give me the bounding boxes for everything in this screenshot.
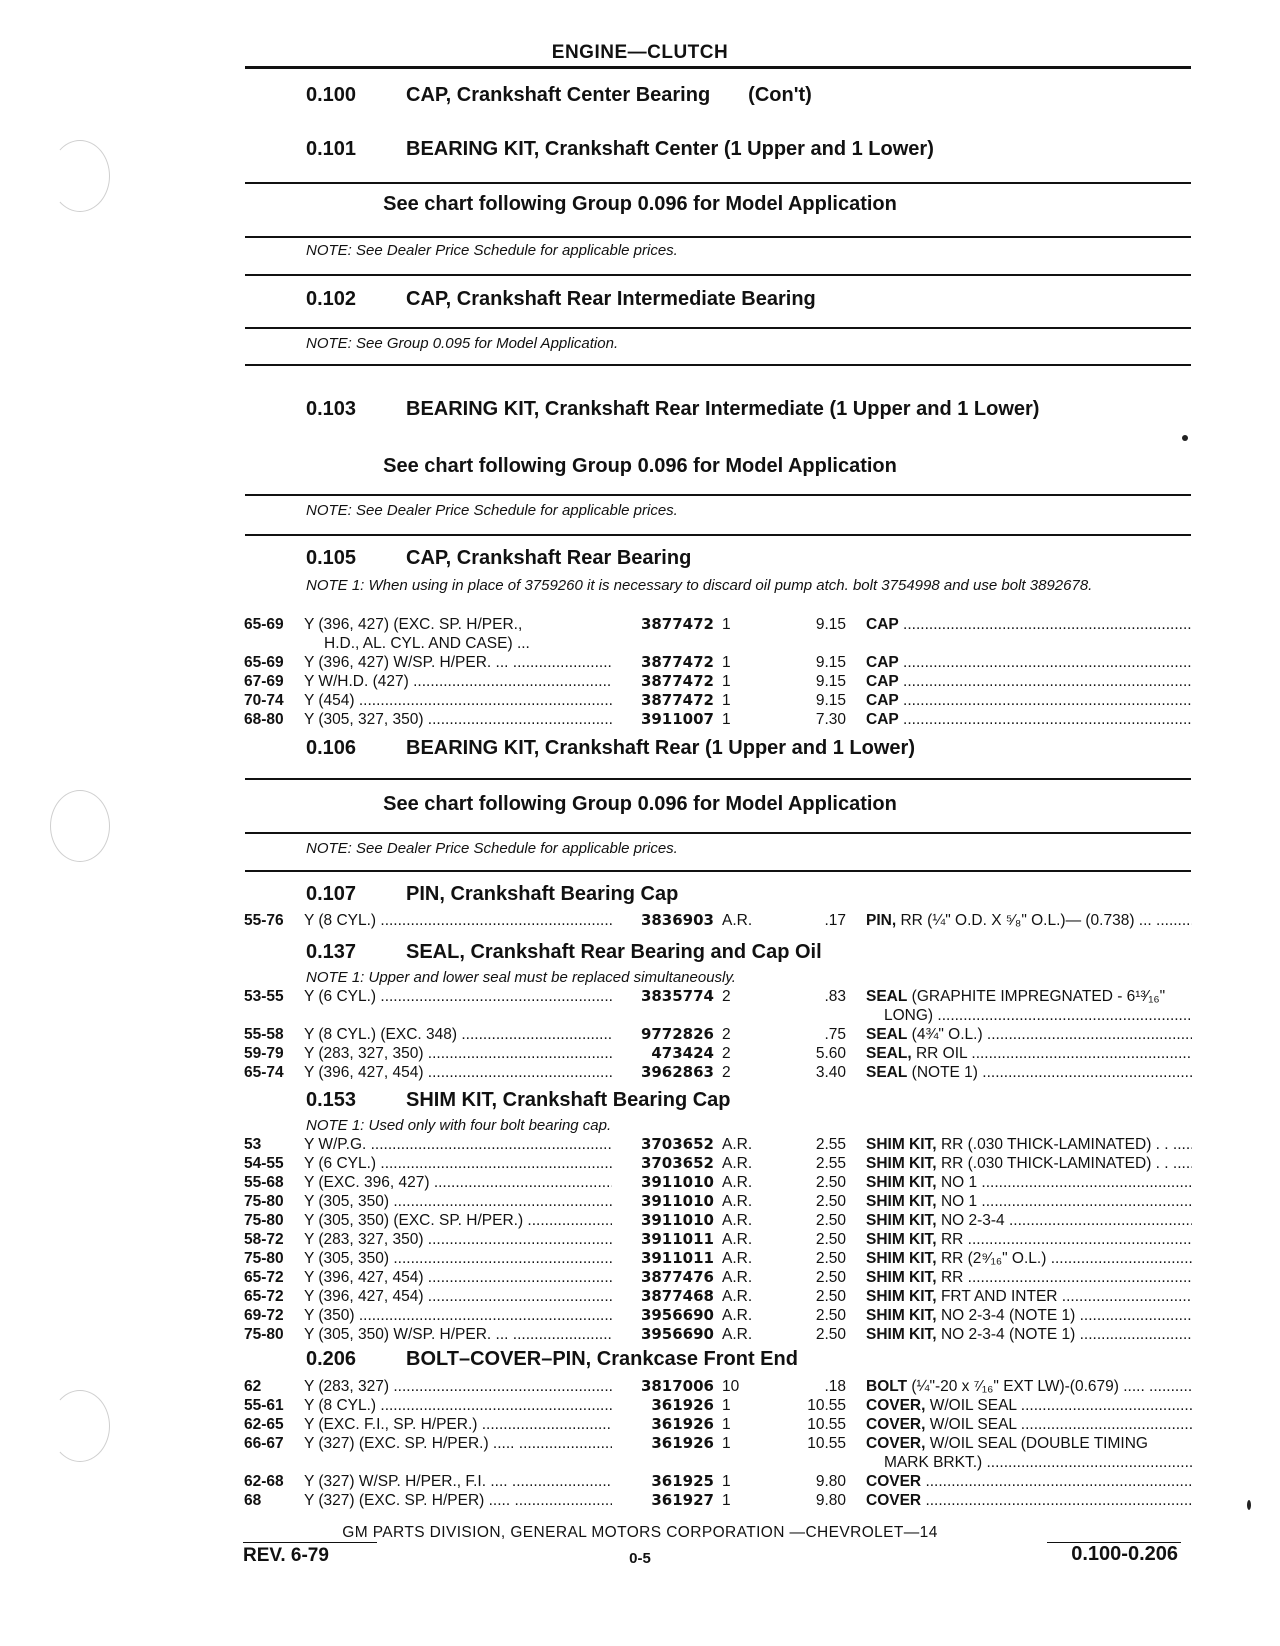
price: 2.50 — [815, 1307, 846, 1324]
description-keyword: CAP — [866, 673, 899, 690]
model-year: 62-68 — [244, 1473, 284, 1490]
price: 9.80 — [815, 1473, 846, 1490]
table-row — [244, 615, 1192, 653]
table-row — [244, 672, 1192, 691]
quantity: 2 — [722, 988, 731, 1005]
application: Y (305, 327, 350) ..... — [304, 710, 612, 729]
parts-table-0107 — [244, 911, 1192, 930]
quantity: A.R. — [722, 1155, 753, 1172]
divider — [245, 66, 1191, 69]
quantity: 1 — [722, 1397, 731, 1414]
quantity: 1 — [722, 1435, 731, 1452]
part-number: 3911010 — [640, 1192, 714, 1210]
application: Y (396, 427, 454) ..... — [304, 1268, 612, 1287]
quantity: A.R. — [722, 1326, 753, 1343]
group-heading-0106: 0.106 BEARING KIT, Crankshaft Rear (1 Upper and 1 Lower) — [306, 737, 915, 759]
group-note: NOTE 1: When using in place of 3759260 it is necessary to discard oil pump atch. bolt 3754998 and use bolt 3892678. — [306, 577, 1093, 594]
table-row — [244, 1192, 1192, 1211]
price: 9.15 — [815, 673, 846, 690]
model-year: 62 — [244, 1378, 262, 1395]
description — [866, 911, 1192, 930]
parts-table-0206 — [244, 1377, 1192, 1510]
price: 10.55 — [807, 1435, 846, 1452]
description — [866, 672, 1192, 691]
quantity: 1 — [722, 616, 731, 633]
table-row — [244, 1063, 1192, 1082]
group-note: NOTE 1: Upper and lower seal must be replaced simultaneously. — [306, 969, 736, 986]
part-number: 9772826 — [640, 1025, 714, 1043]
application: Y (327) W/SP. H/PER., F.I. .... ..... — [304, 1472, 612, 1491]
part-number: 3911010 — [640, 1173, 714, 1191]
part-number: 3817006 — [640, 1377, 714, 1395]
quantity: A.R. — [722, 1250, 753, 1267]
table-row — [244, 987, 1192, 1025]
application: Y (305, 350) ..... — [304, 1249, 612, 1268]
model-year: 62-65 — [244, 1416, 284, 1433]
description — [866, 1396, 1192, 1415]
description-detail: NO 1 — [940, 1193, 978, 1210]
model-year: 69-72 — [244, 1307, 284, 1324]
description-detail: (4¾" O.L.) — [911, 1026, 983, 1043]
application: Y (6 CYL.) ..... — [304, 987, 612, 1006]
page-number: 0-5 — [629, 1550, 651, 1567]
description — [866, 1192, 1192, 1211]
divider — [245, 778, 1191, 780]
revision-date: REV. 6-79 — [243, 1545, 329, 1566]
description-detail: NO 1 — [940, 1174, 978, 1191]
table-row — [244, 1249, 1192, 1268]
model-year: 55-68 — [244, 1174, 284, 1191]
description-detail: RR — [940, 1269, 964, 1286]
divider — [245, 494, 1191, 496]
application: Y W/P.G. ..... — [304, 1135, 612, 1154]
description — [866, 653, 1192, 672]
quantity: 1 — [722, 673, 731, 690]
model-application-note: See chart following Group 0.096 for Model Application — [383, 193, 897, 215]
quantity: A.R. — [722, 912, 753, 929]
application: Y W/H.D. (427) ..... — [304, 672, 612, 691]
description — [866, 1173, 1192, 1192]
description-detail: RR (¼" O.D. X ⁵⁄₈" O.L.)— (0.738) ... — [900, 912, 1152, 929]
part-number: 473424 — [651, 1044, 714, 1062]
description-detail: FRT AND INTER — [940, 1288, 1058, 1305]
part-number: 3911010 — [640, 1211, 714, 1229]
application-continued: H.D., AL. CYL. AND CASE) ... — [324, 635, 530, 652]
quantity: 2 — [722, 1064, 731, 1081]
description — [866, 1135, 1192, 1154]
table-row — [244, 1491, 1192, 1510]
divider — [245, 364, 1191, 366]
quantity: 2 — [722, 1045, 731, 1062]
part-number: 3877472 — [640, 653, 714, 671]
application: Y (8 CYL.) ..... — [304, 911, 612, 930]
description-detail: (NOTE 1) — [911, 1064, 978, 1081]
stray-mark — [1247, 1500, 1251, 1510]
application: Y (327) (EXC. SP. H/PER) ..... ..... — [304, 1491, 612, 1510]
model-year: 59-79 — [244, 1045, 284, 1062]
group-heading-0100: 0.100 CAP, Crankshaft Center Bearing (Con't) — [306, 84, 812, 106]
stray-mark — [1182, 435, 1188, 441]
divider — [245, 534, 1191, 536]
description — [866, 691, 1192, 710]
table-row — [244, 1306, 1192, 1325]
description — [866, 1230, 1192, 1249]
description-keyword: COVER — [866, 1492, 922, 1509]
price: .83 — [824, 988, 846, 1005]
table-row — [244, 710, 1192, 729]
quantity: 1 — [722, 1473, 731, 1490]
description-keyword: SEAL — [866, 988, 908, 1005]
quantity: A.R. — [722, 1231, 753, 1248]
table-row — [244, 1377, 1192, 1396]
model-year: 65-72 — [244, 1288, 284, 1305]
description — [866, 1306, 1192, 1325]
description-keyword: BOLT — [866, 1378, 908, 1395]
description-keyword: CAP — [866, 711, 899, 728]
description-keyword: COVER — [866, 1473, 922, 1490]
footer-division: GM PARTS DIVISION, GENERAL MOTORS CORPORATION —CHEVROLET—14 — [342, 1524, 938, 1541]
table-row — [244, 911, 1192, 930]
price: 9.80 — [815, 1492, 846, 1509]
table-row — [244, 1396, 1192, 1415]
description — [866, 1249, 1192, 1268]
description-keyword: SHIM KIT, — [866, 1212, 937, 1229]
divider — [245, 274, 1191, 276]
divider — [245, 870, 1191, 872]
description-continued: LONG) ..... — [884, 1006, 1192, 1025]
table-row — [244, 1415, 1192, 1434]
model-year: 65-69 — [244, 616, 284, 633]
description — [866, 1377, 1192, 1396]
quantity: 1 — [722, 1492, 731, 1509]
group-range: 0.100-0.206 — [1071, 1543, 1178, 1565]
application: Y (6 CYL.) ..... — [304, 1154, 612, 1173]
price: 9.15 — [815, 692, 846, 709]
description-keyword: CAP — [866, 654, 899, 671]
application: Y (327) (EXC. SP. H/PER.) ..... ..... — [304, 1434, 612, 1453]
application: Y (283, 327) ..... — [304, 1377, 612, 1396]
quantity: 10 — [722, 1378, 740, 1395]
group-heading-0105: 0.105 CAP, Crankshaft Rear Bearing — [306, 547, 692, 569]
description-keyword: SHIM KIT, — [866, 1155, 937, 1172]
application: Y (283, 327, 350) ..... — [304, 1044, 612, 1063]
description-keyword: COVER, — [866, 1435, 926, 1452]
description-detail: RR (2⁹⁄₁₆" O.L.) — [940, 1250, 1047, 1267]
part-number: 361926 — [651, 1434, 714, 1452]
divider — [245, 236, 1191, 238]
divider — [245, 182, 1191, 184]
quantity: A.R. — [722, 1307, 753, 1324]
application: Y (8 CYL.) ..... — [304, 1396, 612, 1415]
description-detail: RR OIL — [915, 1045, 968, 1062]
model-year: 68-80 — [244, 711, 284, 728]
application: Y (396, 427, 454) ..... — [304, 1063, 612, 1082]
group-heading-0137: 0.137 SEAL, Crankshaft Rear Bearing and Cap Oil — [306, 941, 822, 963]
part-number: 3877472 — [640, 615, 714, 633]
table-row — [244, 1287, 1192, 1306]
description-detail: RR (.030 THICK-LAMINATED) . . — [940, 1155, 1169, 1172]
price: 10.55 — [807, 1416, 846, 1433]
price: 2.50 — [815, 1231, 846, 1248]
price: 2.50 — [815, 1174, 846, 1191]
quantity: 1 — [722, 654, 731, 671]
model-year: 55-76 — [244, 912, 284, 929]
table-row — [244, 1135, 1192, 1154]
description — [866, 1491, 1192, 1510]
description-detail: (¼"-20 x ⁷⁄₁₆" EXT LW)-(0.679) ..... — [911, 1378, 1145, 1395]
price: 10.55 — [807, 1397, 846, 1414]
group-note: NOTE 1: Used only with four bolt bearing cap. — [306, 1117, 612, 1134]
description-keyword: COVER, — [866, 1416, 926, 1433]
description-keyword: SHIM KIT, — [866, 1288, 937, 1305]
part-number: 3911007 — [640, 710, 714, 728]
footer-rule-left — [243, 1542, 377, 1543]
description-keyword: PIN, — [866, 912, 897, 929]
quantity: A.R. — [722, 1136, 753, 1153]
table-row — [244, 1325, 1192, 1344]
description — [866, 1063, 1192, 1082]
price: 7.30 — [815, 711, 846, 728]
part-number: 3836903 — [640, 911, 714, 929]
model-year: 67-69 — [244, 673, 284, 690]
description — [866, 1154, 1192, 1173]
description-keyword: SEAL, — [866, 1045, 912, 1062]
model-year: 53-55 — [244, 988, 284, 1005]
table-row — [244, 1230, 1192, 1249]
part-number: 361927 — [651, 1491, 714, 1509]
model-year: 75-80 — [244, 1326, 284, 1343]
price: 9.15 — [815, 654, 846, 671]
group-heading-0101: 0.101 BEARING KIT, Crankshaft Center (1 Upper and 1 Lower) — [306, 138, 934, 160]
table-row — [244, 1268, 1192, 1287]
model-year: 70-74 — [244, 692, 284, 709]
application: Y (305, 350) (EXC. SP. H/PER.) ..... — [304, 1211, 612, 1230]
table-row — [244, 1211, 1192, 1230]
description — [866, 1044, 1192, 1063]
model-year: 75-80 — [244, 1250, 284, 1267]
model-year: 54-55 — [244, 1155, 284, 1172]
quantity: A.R. — [722, 1288, 753, 1305]
quantity: 1 — [722, 692, 731, 709]
parts-table-0105 — [244, 615, 1192, 729]
part-number: 3956690 — [640, 1306, 714, 1324]
model-year: 53 — [244, 1136, 262, 1153]
price: 2.50 — [815, 1288, 846, 1305]
application: Y (8 CYL.) (EXC. 348) ..... — [304, 1025, 612, 1044]
table-row — [244, 691, 1192, 710]
group-heading-0107: 0.107 PIN, Crankshaft Bearing Cap — [306, 883, 679, 905]
price: 2.55 — [815, 1136, 846, 1153]
application: Y (EXC. F.I., SP. H/PER.) ..... — [304, 1415, 612, 1434]
description-keyword: CAP — [866, 692, 899, 709]
description — [866, 1268, 1192, 1287]
description — [866, 1287, 1192, 1306]
quantity: A.R. — [722, 1212, 753, 1229]
description-keyword: SEAL — [866, 1026, 908, 1043]
model-year: 75-80 — [244, 1193, 284, 1210]
price: 3.40 — [815, 1064, 846, 1081]
part-number: 3962863 — [640, 1063, 714, 1081]
description-keyword: SEAL — [866, 1064, 908, 1081]
part-number: 3911011 — [640, 1230, 714, 1248]
description-continued: MARK BRKT.) ..... — [884, 1453, 1192, 1472]
part-number: 3877476 — [640, 1268, 714, 1286]
part-number: 3956690 — [640, 1325, 714, 1343]
table-row — [244, 1044, 1192, 1063]
application: Y (396, 427, 454) ..... — [304, 1287, 612, 1306]
application: Y (396, 427) (EXC. SP. H/PER., — [304, 616, 523, 633]
model-year: 65-69 — [244, 654, 284, 671]
divider — [245, 832, 1191, 834]
price: 2.50 — [815, 1193, 846, 1210]
description-detail: W/OIL SEAL — [929, 1397, 1017, 1414]
application: Y (350) ..... — [304, 1306, 612, 1325]
application: Y (454) ..... — [304, 691, 612, 710]
price: 5.60 — [815, 1045, 846, 1062]
quantity: 1 — [722, 1416, 731, 1433]
description — [866, 1472, 1192, 1491]
group-heading-0153: 0.153 SHIM KIT, Crankshaft Bearing Cap — [306, 1089, 731, 1111]
description-keyword: SHIM KIT, — [866, 1174, 937, 1191]
table-row — [244, 1173, 1192, 1192]
table-row — [244, 1472, 1192, 1491]
description — [866, 1211, 1192, 1230]
description-keyword: SHIM KIT, — [866, 1269, 937, 1286]
description-keyword: COVER, — [866, 1397, 926, 1414]
application: Y (283, 327, 350) ..... — [304, 1230, 612, 1249]
description — [866, 1434, 1192, 1453]
description-detail: NO 2-3-4 — [940, 1212, 1005, 1229]
description-detail: NO 2-3-4 (NOTE 1) — [940, 1307, 1076, 1324]
table-row — [244, 653, 1192, 672]
price: .75 — [824, 1026, 846, 1043]
model-year: 58-72 — [244, 1231, 284, 1248]
part-number: 3703652 — [640, 1154, 714, 1172]
description-detail: W/OIL SEAL (DOUBLE TIMING — [929, 1435, 1148, 1452]
application: Y (EXC. 396, 427) ..... — [304, 1173, 612, 1192]
model-application-note: See chart following Group 0.096 for Model Application — [383, 455, 897, 477]
description-keyword: SHIM KIT, — [866, 1193, 937, 1210]
application: Y (396, 427) W/SP. H/PER. ... ..... — [304, 653, 612, 672]
part-number: 3835774 — [640, 987, 714, 1005]
description-detail: (GRAPHITE IMPREGNATED - 6¹³⁄₁₆" — [911, 988, 1166, 1005]
description-keyword: SHIM KIT, — [866, 1231, 937, 1248]
price: 2.50 — [815, 1269, 846, 1286]
table-row — [244, 1434, 1192, 1472]
model-year: 66-67 — [244, 1435, 284, 1452]
price-note: NOTE: See Dealer Price Schedule for applicable prices. — [306, 502, 678, 519]
description — [866, 1415, 1192, 1434]
binder-hole — [50, 1390, 110, 1462]
part-number: 3877472 — [640, 672, 714, 690]
model-year: 55-58 — [244, 1026, 284, 1043]
parts-table-0137 — [244, 987, 1192, 1082]
description-keyword: SHIM KIT, — [866, 1326, 937, 1343]
parts-table-0153 — [244, 1135, 1192, 1344]
price: 2.50 — [815, 1250, 846, 1267]
group-heading-0206: 0.206 BOLT–COVER–PIN, Crankcase Front End — [306, 1348, 798, 1370]
model-year: 55-61 — [244, 1397, 284, 1414]
part-number: 361925 — [651, 1472, 714, 1490]
application: Y (305, 350) W/SP. H/PER. ... ..... — [304, 1325, 612, 1344]
description — [866, 615, 1192, 634]
quantity: 2 — [722, 1026, 731, 1043]
price-note: NOTE: See Dealer Price Schedule for applicable prices. — [306, 242, 678, 259]
part-number: 3911011 — [640, 1249, 714, 1267]
price: 2.55 — [815, 1155, 846, 1172]
model-year: 68 — [244, 1492, 262, 1509]
description — [866, 1325, 1192, 1344]
description-detail: RR (.030 THICK-LAMINATED) . . — [940, 1136, 1169, 1153]
price: 9.15 — [815, 616, 846, 633]
description-keyword: CAP — [866, 616, 899, 633]
model-application-note: See chart following Group 0.096 for Model Application — [383, 793, 897, 815]
price-note: NOTE: See Dealer Price Schedule for applicable prices. — [306, 840, 678, 857]
quantity: A.R. — [722, 1174, 753, 1191]
quantity: A.R. — [722, 1269, 753, 1286]
description-detail: RR — [940, 1231, 964, 1248]
quantity: 1 — [722, 711, 731, 728]
part-number: 3877468 — [640, 1287, 714, 1305]
description-keyword: SHIM KIT, — [866, 1307, 937, 1324]
part-number: 361926 — [651, 1396, 714, 1414]
description — [866, 710, 1192, 729]
description-detail: W/OIL SEAL — [929, 1416, 1017, 1433]
description — [866, 1025, 1192, 1044]
part-number: 3703652 — [640, 1135, 714, 1153]
description — [866, 987, 1192, 1006]
table-row — [244, 1025, 1192, 1044]
model-year: 65-74 — [244, 1064, 284, 1081]
part-number: 361926 — [651, 1415, 714, 1433]
model-note: NOTE: See Group 0.095 for Model Application. — [306, 335, 619, 352]
model-year: 65-72 — [244, 1269, 284, 1286]
description-keyword: SHIM KIT, — [866, 1250, 937, 1267]
divider — [245, 327, 1191, 329]
table-row — [244, 1154, 1192, 1173]
group-heading-0103: 0.103 BEARING KIT, Crankshaft Rear Intermediate (1 Upper and 1 Lower) — [306, 398, 1040, 420]
description-keyword: SHIM KIT, — [866, 1136, 937, 1153]
model-year: 75-80 — [244, 1212, 284, 1229]
quantity: A.R. — [722, 1193, 753, 1210]
price: 2.50 — [815, 1212, 846, 1229]
price: 2.50 — [815, 1326, 846, 1343]
group-heading-0102: 0.102 CAP, Crankshaft Rear Intermediate Bearing — [306, 288, 816, 310]
price: .17 — [824, 912, 846, 929]
part-number: 3877472 — [640, 691, 714, 709]
description-detail: NO 2-3-4 (NOTE 1) — [940, 1326, 1076, 1343]
application: Y (305, 350) ..... — [304, 1192, 612, 1211]
price: .18 — [824, 1378, 846, 1395]
page-title: ENGINE—CLUTCH — [551, 42, 729, 63]
